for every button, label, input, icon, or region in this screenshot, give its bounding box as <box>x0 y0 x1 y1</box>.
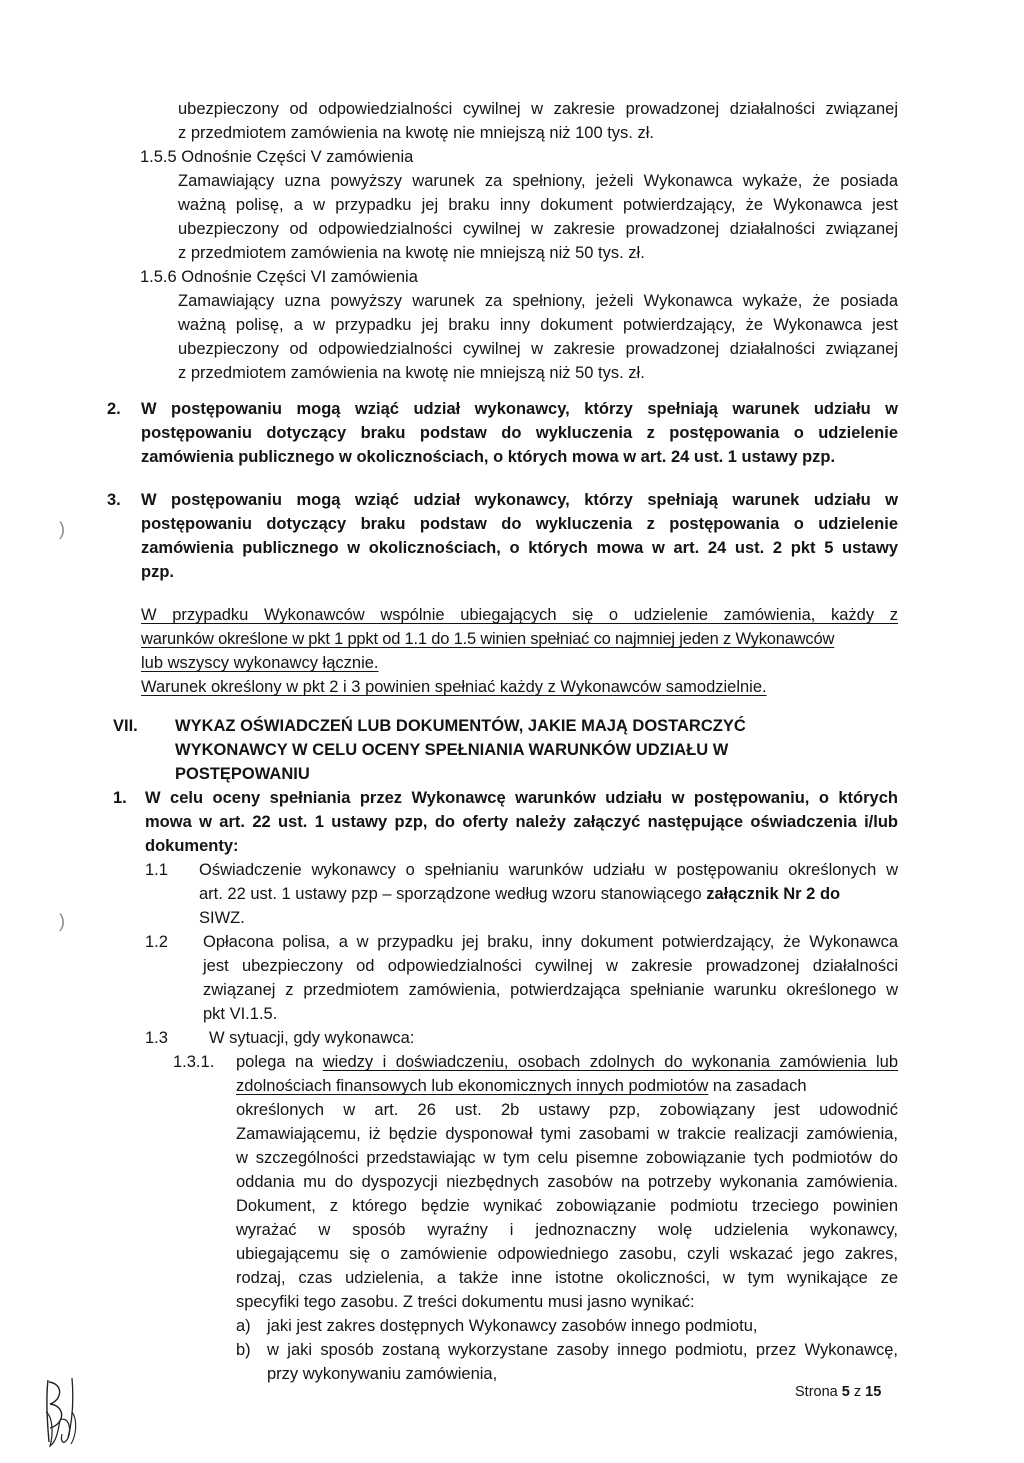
underlined-note-line: W przypadku Wykonawców wspólnie ubiegających się o udzielenie zamówienia, każdy z <box>141 606 898 624</box>
paragraph-line: z przedmiotem zamówienia na kwotę nie mniejszą niż 50 tys. zł. <box>178 244 645 262</box>
section-number: 1.5.6 <box>140 268 177 286</box>
margin-mark: ) <box>59 519 65 539</box>
underlined-note-line: Warunek określony w pkt 2 i 3 powinien spełniać każdy z Wykonawców samodzielnie. <box>141 678 767 696</box>
section-title: Odnośnie Części V zamówienia <box>181 148 414 166</box>
section-heading-156 <box>140 265 418 289</box>
bold-paragraph-line: W celu oceny spełniania przez Wykonawcę warunków udziału w postępowaniu, o których <box>145 789 898 807</box>
paragraph-line <box>199 882 840 906</box>
paragraph-line: W sytuacji, gdy wykonawca: <box>209 1029 415 1047</box>
paragraph-line: oddania mu do dyspozycji niezbędnych zasobów na potrzeby wykonania zamówienia. <box>236 1173 898 1191</box>
underlined-note-line: warunków określone w pkt 1 ppkt od 1.1 do 1.5 winien spełniać co najmniej jeden z Wykonawców <box>141 630 835 648</box>
attachment-reference: załącznik Nr 2 do <box>706 885 841 903</box>
paragraph-line: pkt VI.1.5. <box>203 1005 278 1023</box>
paragraph-line: ważną polisę, a w przypadku jej braku inny dokument potwierdzający, że Wykonawca jest <box>178 316 898 334</box>
paragraph-line: ważną polisę, a w przypadku jej braku inny dokument potwierdzający, że Wykonawca jest <box>178 196 898 214</box>
bold-paragraph-line: pzp. <box>141 563 174 581</box>
underlined-text: wiedzy i doświadczeniu, osobach zdolnych do wykonania zamówienia lub <box>322 1053 898 1071</box>
plain-text: art. 22 ust. 1 ustawy pzp – sporządzone według wzoru stanowiącego <box>199 885 707 903</box>
paragraph-line: z przedmiotem zamówienia na kwotę nie mniejszą niż 50 tys. zł. <box>178 364 645 382</box>
paragraph-line: Opłacona polisa, a w przypadku jej braku, inny dokument potwierdzający, że Wykonawca <box>203 933 898 951</box>
margin-mark: ) <box>59 911 65 931</box>
list-marker: a) <box>236 1317 251 1335</box>
bold-paragraph-line: zamówienia publicznego w okolicznościach, o których mowa w art. 24 ust. 2 pkt 5 ustawy <box>141 539 898 557</box>
paragraph-line: określonych w art. 26 ust. 2b ustawy pzp, zobowiązany jest udowodnić <box>236 1101 898 1119</box>
paragraph-line: Zamawiający uzna powyższy warunek za spełniony, jeżeli Wykonawca wykaże, że posiada <box>178 172 898 190</box>
section-heading-155 <box>140 145 413 169</box>
paragraph-line: ubezpieczony od odpowiedzialności cywilnej w zakresie prowadzonej działalności związanej <box>178 100 898 118</box>
subitem-number: 1.1 <box>145 861 168 879</box>
footer-prefix: Strona <box>795 1384 842 1400</box>
subitem-number: 1.3 <box>145 1029 168 1047</box>
section-number: 1.5.5 <box>140 148 177 166</box>
paragraph-line: Dokument, z którego będzie wynikać zobowiązanie podmiotu trzeciego powinien <box>236 1197 898 1215</box>
paragraph-line <box>236 1050 898 1074</box>
chapter-title-line: WYKAZ OŚWIADCZEŃ LUB DOKUMENTÓW, JAKIE MAJĄ DOSTARCZYĆ <box>175 717 746 735</box>
bold-paragraph-line: zamówienia publicznego w okolicznościach, o których mowa w art. 24 ust. 1 ustawy pzp. <box>141 448 836 466</box>
paragraph-line: Zamawiającemu, iż będzie dysponował tymi zasobami w trakcie realizacji zamówienia, <box>236 1125 898 1143</box>
paragraph-line: jest ubezpieczony od odpowiedzialności cywilnej w zakresie prowadzonej działalności <box>203 957 898 975</box>
bold-paragraph-line: postępowaniu dotyczący braku podstaw do wykluczenia z postępowania o udzielenie <box>141 515 898 533</box>
list-marker: b) <box>236 1341 251 1359</box>
list-item-continuation: przy wykonywaniu zamówienia, <box>267 1365 498 1383</box>
plain-text: na zasadach <box>708 1077 807 1095</box>
list-item: jaki jest zakres dostępnych Wykonawcy zasobów innego podmiotu, <box>267 1317 758 1335</box>
paragraph-line: specyfiki tego zasobu. Z treści dokumentu musi jasno wynikać: <box>236 1293 695 1311</box>
bold-paragraph-line: W postępowaniu mogą wziąć udział wykonawcy, którzy spełniają warunek udziału w <box>141 400 898 418</box>
footer-separator: z <box>849 1384 866 1400</box>
paragraph-line: ubezpieczony od odpowiedzialności cywilnej w zakresie prowadzonej działalności związanej <box>178 220 898 238</box>
paragraph-line: z przedmiotem zamówienia na kwotę nie mniejszą niż 100 tys. zł. <box>178 124 654 142</box>
subitem-number: 1.2 <box>145 933 168 951</box>
bold-paragraph-line: mowa w art. 22 ust. 1 ustawy pzp, do oferty należy załączyć następujące oświadczenia i/lub <box>145 813 898 831</box>
page-footer <box>795 1382 881 1402</box>
paragraph-line <box>236 1074 807 1098</box>
paragraph-line: w szczególności przedstawiając w tym celu pisemne zobowiązanie tych podmiotów do <box>236 1149 898 1167</box>
bold-paragraph-line: dokumenty: <box>145 837 239 855</box>
chapter-title-line: POSTĘPOWANIU <box>175 765 310 783</box>
paragraph-line: Oświadczenie wykonawcy o spełnianiu warunków udziału w postępowaniu określonych w <box>199 861 898 879</box>
paragraph-line: ubiegającemu się o zamówienie odpowiedniego zasobu, czyli wskazać jego zakres, <box>236 1245 898 1263</box>
paragraph-line: SIWZ. <box>199 909 245 927</box>
underlined-text: zdolnościach finansowych lub ekonomicznych innych podmiotów <box>236 1077 709 1095</box>
current-page-number: 5 <box>841 1384 850 1400</box>
chapter-title-line: WYKONAWCY W CELU OCENY SPEŁNIANIA WARUNKÓW UDZIAŁU W <box>175 741 729 759</box>
section-title: Odnośnie Części VI zamówienia <box>181 268 418 286</box>
bold-paragraph-line: postępowaniu dotyczący braku podstaw do wykluczenia z postępowania o udzielenie <box>141 424 898 442</box>
plain-text: polega na <box>236 1053 323 1071</box>
item-number: 1. <box>113 789 127 807</box>
chapter-number: VII. <box>113 717 138 735</box>
bold-paragraph-line: W postępowaniu mogą wziąć udział wykonawcy, którzy spełniają warunek udziału w <box>141 491 898 509</box>
total-pages: 15 <box>865 1384 882 1400</box>
handwritten-initials-signature <box>38 1372 82 1450</box>
subitem-number: 1.3.1. <box>173 1053 215 1071</box>
item-number: 2. <box>107 400 121 418</box>
paragraph-line: wyrażać w sposób wyraźny i jednoznaczny wolę udzielenia wykonawcy, <box>236 1221 898 1239</box>
paragraph-line: związanej z przedmiotem zamówienia, potwierdzająca spełnianie warunku określonego w <box>203 981 898 999</box>
list-item: w jaki sposób zostaną wykorzystane zasoby innego podmiotu, przez Wykonawcę, <box>267 1341 898 1359</box>
underlined-note-line: lub wszyscy wykonawcy łącznie. <box>141 654 379 672</box>
paragraph-line: Zamawiający uzna powyższy warunek za spełniony, jeżeli Wykonawca wykaże, że posiada <box>178 292 898 310</box>
paragraph-line: rodzaj, czas udzielenia, a także inne istotne okoliczności, w tym wynikające ze <box>236 1269 898 1287</box>
item-number: 3. <box>107 491 121 509</box>
paragraph-line: ubezpieczony od odpowiedzialności cywilnej w zakresie prowadzonej działalności związanej <box>178 340 898 358</box>
